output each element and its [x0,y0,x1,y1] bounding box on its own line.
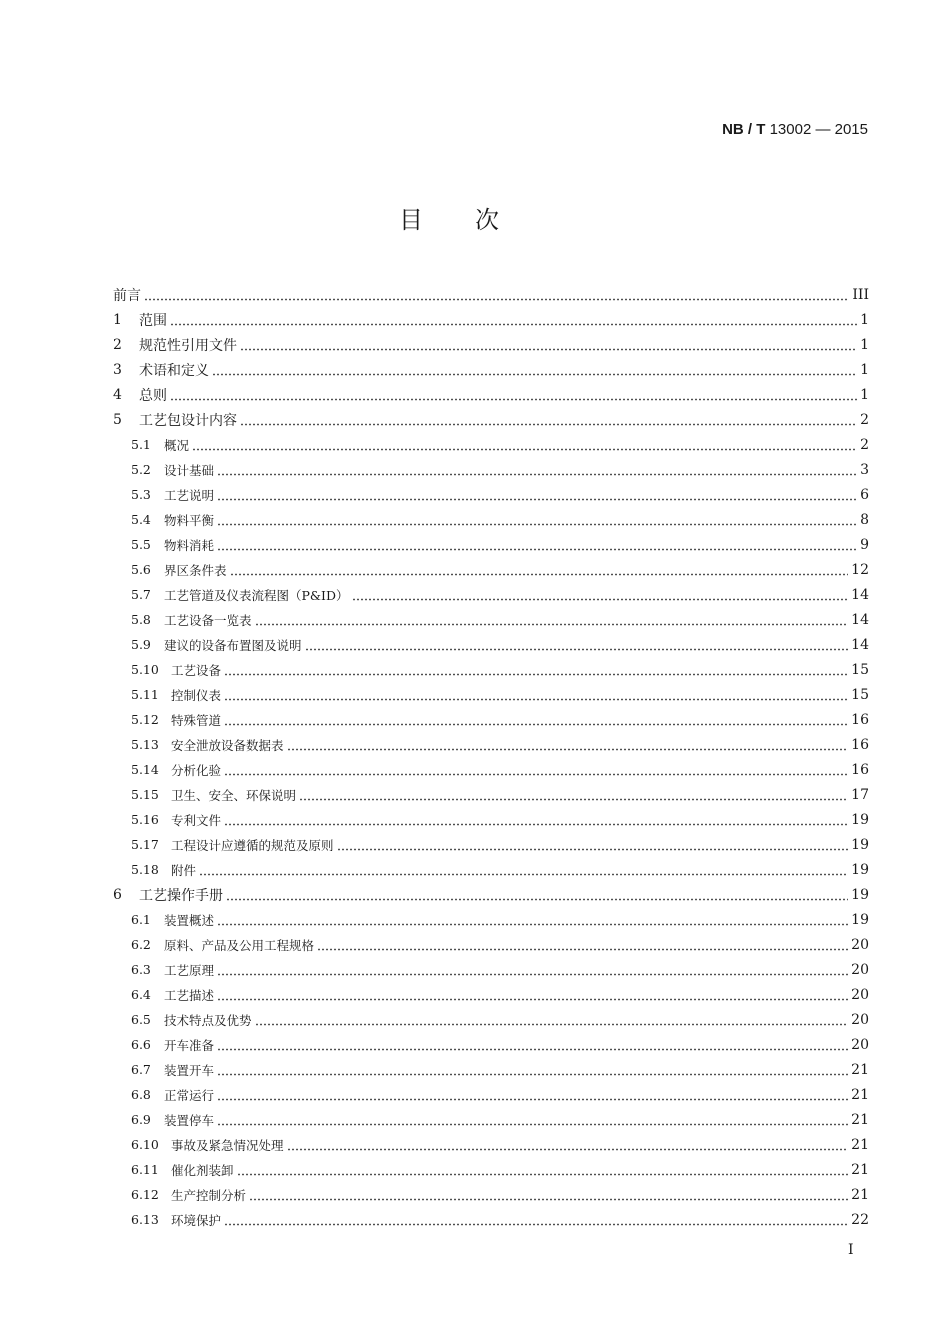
toc-entry-5-15[interactable] [113,782,869,807]
toc-page: 8 [860,511,869,528]
toc-entry-6-7[interactable] [113,1057,869,1082]
toc-label: 前言 [113,287,141,304]
standard-prefix: NB / T [722,121,766,138]
toc-label: 附件 [171,862,197,878]
toc-label: 工艺包设计内容 [139,412,237,429]
toc-entry-foreword[interactable] [113,282,869,307]
toc-entry-5-6[interactable] [113,557,869,582]
toc-label: 催化剂装卸 [171,1162,234,1178]
dot-leader [237,1163,849,1177]
toc-label: 事故及紧急情况处理 [171,1137,284,1153]
dot-leader [217,988,848,1002]
toc-page: 19 [851,886,869,903]
toc-label: 规范性引用文件 [139,337,237,354]
table-of-contents [113,282,869,1232]
toc-number: 3 [113,361,122,378]
toc-entry-6-5[interactable] [113,1007,869,1032]
toc-label: 物料平衡 [164,512,215,528]
toc-label: 总则 [139,387,167,404]
toc-entry-5-16[interactable] [113,807,869,832]
toc-page: III [852,286,869,303]
toc-number: 6.6 [131,1037,151,1052]
toc-page: 15 [851,686,869,703]
dot-leader [305,638,849,652]
toc-page: 1 [860,386,869,403]
toc-label: 正常运行 [164,1087,215,1103]
toc-label: 开车准备 [164,1037,215,1053]
toc-entry-6-6[interactable] [113,1032,869,1057]
toc-number: 5.9 [131,637,151,652]
dot-leader [224,713,848,727]
toc-entry-6-13[interactable] [113,1207,869,1232]
dot-leader [144,288,849,302]
toc-number: 6.1 [131,912,151,927]
toc-entry-6-4[interactable] [113,982,869,1007]
toc-page: 1 [860,336,869,353]
dot-leader [224,1213,848,1227]
document-code [722,121,868,138]
toc-page: 15 [851,661,869,678]
toc-entry-6-2[interactable] [113,932,869,957]
toc-label: 装置概述 [164,912,215,928]
toc-page: 20 [851,986,869,1003]
toc-number: 6.3 [131,962,151,977]
dot-leader [224,663,848,677]
toc-label: 控制仪表 [171,687,222,703]
toc-label: 工艺说明 [164,487,215,503]
toc-number: 5.6 [131,562,151,577]
dot-leader [217,1088,848,1102]
toc-entry-6-1[interactable] [113,907,869,932]
toc-number: 5.15 [131,787,159,802]
dot-leader [217,1113,848,1127]
page-number: I [848,1242,854,1258]
toc-label: 生产控制分析 [171,1187,247,1203]
toc-entry-5-14[interactable] [113,757,869,782]
toc-entry-6-10[interactable] [113,1132,869,1157]
toc-entry-6-12[interactable] [113,1182,869,1207]
toc-number: 6.8 [131,1087,151,1102]
toc-label: 物料消耗 [164,537,215,553]
toc-page: 20 [851,1036,869,1053]
toc-entry-5-18[interactable] [113,857,869,882]
toc-entry-5-5[interactable] [113,532,869,557]
toc-number: 6 [113,886,122,903]
toc-label: 概况 [164,437,190,453]
toc-number: 5.13 [131,737,159,752]
toc-entry-5-17[interactable] [113,832,869,857]
dot-leader [226,888,848,902]
toc-page: 21 [851,1111,869,1128]
dot-leader [170,388,857,402]
toc-page: 19 [851,836,869,853]
toc-number: 5.7 [131,587,151,602]
toc-page: 1 [860,361,869,378]
toc-number: 6.5 [131,1012,151,1027]
dot-leader [217,1063,848,1077]
toc-number: 6.12 [131,1187,159,1202]
toc-page: 9 [860,536,869,553]
dot-leader [317,938,848,952]
dot-leader [217,1038,848,1052]
toc-label: 设计基础 [164,462,215,478]
toc-label: 原料、产品及公用工程规格 [164,937,315,953]
dot-leader [192,438,857,452]
toc-entry-3[interactable] [113,357,869,382]
toc-page: 1 [860,311,869,328]
toc-number: 2 [113,336,122,353]
dot-leader [212,363,857,377]
toc-page: 14 [851,611,869,628]
toc-entry-5[interactable] [113,407,869,432]
toc-number: 5.16 [131,812,159,827]
toc-entry-5-10[interactable] [113,657,869,682]
toc-number: 5.14 [131,762,159,777]
dot-leader [217,913,848,927]
toc-page: 2 [860,411,869,428]
toc-number: 5.3 [131,487,151,502]
toc-entry-6-3[interactable] [113,957,869,982]
toc-entry-4[interactable] [113,382,869,407]
toc-label: 技术特点及优势 [164,1012,252,1028]
dot-leader [170,313,857,327]
dot-leader [337,838,849,852]
toc-page: 6 [860,486,869,503]
toc-entry-5-8[interactable] [113,607,869,632]
toc-entry-5-12[interactable] [113,707,869,732]
toc-page: 20 [851,961,869,978]
toc-label: 安全泄放设备数据表 [171,737,284,753]
toc-page: 2 [860,436,869,453]
toc-page: 17 [851,786,869,803]
toc-number: 6.11 [131,1162,159,1177]
toc-label: 工艺描述 [164,987,215,1003]
toc-page: 22 [851,1211,869,1228]
toc-entry-5-1[interactable] [113,432,869,457]
toc-label: 工艺设备一览表 [164,612,252,628]
toc-page: 19 [851,911,869,928]
dot-leader [224,688,848,702]
toc-number: 5 [113,411,122,428]
toc-number: 6.7 [131,1062,151,1077]
dot-leader [240,413,857,427]
toc-page: 21 [851,1061,869,1078]
standard-number: 13002 — 2015 [769,121,868,138]
toc-page: 3 [860,461,869,478]
toc-number: 6.13 [131,1212,159,1227]
toc-number: 5.11 [131,687,159,702]
dot-leader [224,813,848,827]
toc-page: 12 [851,561,869,578]
toc-page: 20 [851,936,869,953]
toc-entry-6-8[interactable] [113,1082,869,1107]
toc-label: 特殊管道 [171,712,222,728]
dot-leader [299,788,848,802]
toc-number: 5.10 [131,662,159,677]
dot-leader [217,513,857,527]
dot-leader [217,963,848,977]
toc-number: 5.5 [131,537,151,552]
toc-label: 范围 [139,312,167,329]
dot-leader [217,538,857,552]
toc-label: 术语和定义 [139,362,209,379]
toc-number: 5.8 [131,612,151,627]
toc-number: 5.12 [131,712,159,727]
toc-entry-5-3[interactable] [113,482,869,507]
toc-entry-1[interactable] [113,307,869,332]
toc-number: 1 [113,311,122,328]
toc-page: 21 [851,1186,869,1203]
toc-entry-5-13[interactable] [113,732,869,757]
page-title: 目次 [399,206,551,234]
toc-label: 工艺原理 [164,962,215,978]
toc-page: 16 [851,761,869,778]
toc-page: 14 [851,636,869,653]
toc-number: 6.10 [131,1137,159,1152]
toc-entry-6[interactable] [113,882,869,907]
toc-page: 19 [851,811,869,828]
dot-leader [230,563,849,577]
toc-label: 工艺管道及仪表流程图（P&ID） [164,587,349,603]
toc-number: 6.2 [131,937,151,952]
toc-entry-5-4[interactable] [113,507,869,532]
dot-leader [217,488,857,502]
toc-number: 4 [113,386,122,403]
toc-number: 5.1 [131,437,151,452]
toc-page: 14 [851,586,869,603]
dot-leader [240,338,857,352]
toc-entry-6-9[interactable] [113,1107,869,1132]
toc-number: 5.2 [131,462,151,477]
toc-label: 装置停车 [164,1112,215,1128]
toc-page: 21 [851,1086,869,1103]
dot-leader [287,1138,849,1152]
dot-leader [352,588,849,602]
toc-number: 5.4 [131,512,151,527]
toc-label: 界区条件表 [164,562,227,578]
toc-number: 6.4 [131,987,151,1002]
toc-page: 19 [851,861,869,878]
toc-entry-5-11[interactable] [113,682,869,707]
toc-label: 分析化验 [171,762,222,778]
dot-leader [224,763,848,777]
toc-page: 21 [851,1136,869,1153]
toc-label: 环境保护 [171,1212,222,1228]
toc-entry-5-9[interactable] [113,632,869,657]
toc-page: 21 [851,1161,869,1178]
toc-label: 工艺设备 [171,662,222,678]
dot-leader [255,1013,849,1027]
dot-leader [249,1188,848,1202]
toc-number: 6.9 [131,1112,151,1127]
dot-leader [255,613,849,627]
toc-label: 专利文件 [171,812,222,828]
toc-label: 卫生、安全、环保说明 [171,787,297,803]
toc-label: 装置开车 [164,1062,215,1078]
toc-number: 5.18 [131,862,159,877]
toc-entry-6-11[interactable] [113,1157,869,1182]
toc-page: 16 [851,711,869,728]
toc-label: 工艺操作手册 [139,887,223,904]
toc-page: 16 [851,736,869,753]
toc-entry-5-2[interactable] [113,457,869,482]
dot-leader [199,863,848,877]
dot-leader [217,463,857,477]
toc-number: 5.17 [131,837,159,852]
toc-entry-2[interactable] [113,332,869,357]
toc-label: 建议的设备布置图及说明 [164,637,302,653]
toc-label: 工程设计应遵循的规范及原则 [171,837,334,853]
toc-page: 20 [851,1011,869,1028]
dot-leader [287,738,849,752]
toc-entry-5-7[interactable] [113,582,869,607]
